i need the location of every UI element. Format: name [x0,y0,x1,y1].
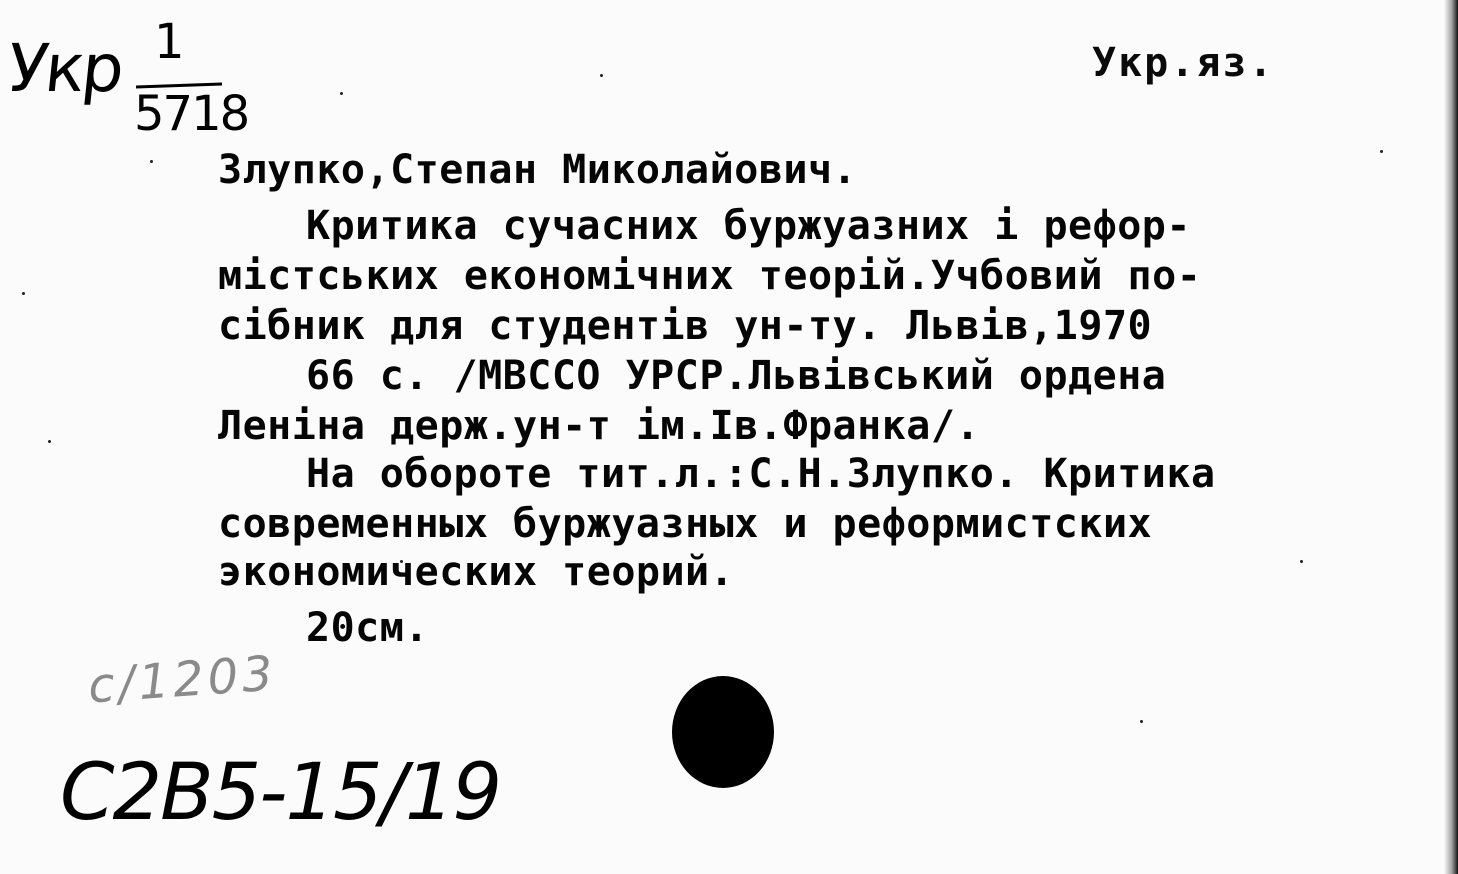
inventory-number: С2B5-15/19 [60,748,501,838]
speck [600,74,603,77]
call-number-top: 1 [154,14,185,70]
speck [1300,560,1303,563]
imprint-line: сібник для студентів ун-ту. Львів,1970 [218,303,1153,349]
call-number-prefix: Укр [3,30,126,107]
author-heading: Злупко,Степан Миколайович. [218,147,858,193]
title-line: містських економічних теорій.Учбовий по- [218,253,1202,299]
card-edge-shadow [1444,0,1458,874]
speck [48,440,51,443]
note-line: современных буржуазных и реформистских [218,501,1153,547]
call-number-bottom: 5718 [134,86,249,142]
faint-stamp: с/1203 [86,645,279,715]
speck [22,292,25,295]
collation-line: 66 с. /МВССО УРСР.Львівський ордена [306,353,1167,399]
call-number [3,14,258,142]
size-note: 20см. [306,605,429,651]
speck [1140,720,1143,723]
punch-hole [672,676,774,788]
speck [1380,150,1383,153]
note-line: На обороте тит.л.:С.Н.Злупко. Критика [306,451,1216,497]
series-line: Леніна держ.ун-т ім.Ів.Франка/. [218,403,981,449]
speck [150,160,153,163]
title-line: Критика сучасних буржуазних і рефор- [306,203,1191,249]
speck [340,92,343,95]
note-line: экономических теорий. [218,549,735,595]
language-note: Укр.яз. [1092,40,1275,86]
